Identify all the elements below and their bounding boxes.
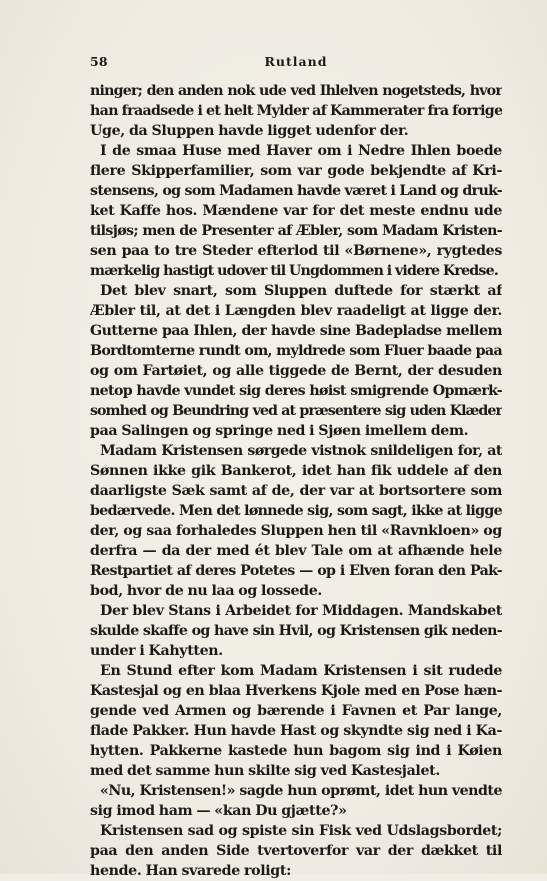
text-line: skulde skaffe og have sin Hvil, og Kristensen gik neden- xyxy=(90,623,502,639)
text-line: bedærvede. Men det lønnede sig, som sagt, ikke at ligge xyxy=(90,503,502,519)
text-line: flade Pakker. Hun havde Hast og skyndte sig ned i Ka- xyxy=(90,723,502,739)
text-line: Der blev Stans i Arbeidet for Middagen. Mandskabet xyxy=(100,603,502,619)
page-number: 58 xyxy=(90,54,108,69)
text-line: ket Kaffe hos. Mændene var for det meste endnu ude xyxy=(90,203,502,219)
text-line: netop havde vundet sig deres høist smigrende Opmærk- xyxy=(90,383,502,399)
text-line: I de smaa Huse med Haver om i Nedre Ihlen boede xyxy=(100,143,502,159)
text-line: En Stund efter kom Madam Kristensen i sit rudede xyxy=(100,663,502,679)
page-header xyxy=(90,54,502,70)
text-line: Gutterne paa Ihlen, der havde sine Badepladse mellem xyxy=(90,323,502,339)
text-line: daarligste Sæk samt af de, der var at bortsortere som xyxy=(90,483,502,499)
text-line: hytten. Pakkerne kastede hun bagom sig ind i Køien xyxy=(90,743,502,759)
text-line: ninger; den anden nok ude ved Ihlelven nogetsteds, hvor xyxy=(90,83,502,99)
text-line: flere Skipperfamilier, som var gode bekjendte af Kri- xyxy=(90,163,502,179)
body-text xyxy=(90,81,502,881)
text-line: gende ved Armen og bærende i Favnen et Par lange, xyxy=(90,703,502,719)
text-line: under i Kahytten. xyxy=(90,643,223,659)
text-line: han fraadsede i et helt Mylder af Kammerater fra forrige xyxy=(90,103,502,119)
text-line: tilsjøs; men de Presenter af Æbler, som Madam Kristen- xyxy=(90,223,502,239)
text-line: Bordtomterne rundt om, myldrede som Fluer baade paa xyxy=(90,343,502,359)
text-line: Det blev snart, som Sluppen duftede for stærkt af xyxy=(100,283,502,299)
text-line: paa Salingen og springe ned i Sjøen imellem dem. xyxy=(90,423,469,439)
text-line: somhed og Beundring ved at præsentere sig uden Klæder xyxy=(90,403,502,419)
text-line: Restpartiet af deres Potetes — op i Elven foran den Pak- xyxy=(90,563,502,579)
text-line: der, og saa forhaledes Sluppen hen til «Ravnkloen» og xyxy=(90,523,502,539)
text-line: Æbler til, at det i Længden blev raadeligt at ligge der. xyxy=(90,303,502,319)
text-line: stensens, og som Madamen havde været i Land og druk- xyxy=(90,183,502,199)
text-line: Madam Kristensen sørgede vistnok snildeligen for, at xyxy=(100,443,502,459)
text-line: Sønnen ikke gik Bankerot, idet han fik uddele af den xyxy=(90,463,502,479)
text-line: «Nu, Kristensen!» sagde hun oprømt, idet hun vendte xyxy=(100,783,502,799)
text-line: og om Fartøiet, og alle tiggede de Bernt, der desuden xyxy=(90,363,502,379)
text-line: Uge, da Sluppen havde ligget udenfor der. xyxy=(90,123,409,139)
text-line: med det samme hun skilte sig ved Kastesjalet. xyxy=(90,763,440,779)
text-line: bod, hvor de nu laa og lossede. xyxy=(90,583,322,599)
running-title: Rutland xyxy=(264,54,328,69)
text-line: mærkelig hastigt udover til Ungdommen i videre Kredse. xyxy=(90,263,498,279)
text-line: hende. Han svarede roligt: xyxy=(90,863,291,879)
text-line: sig imod ham — «kan Du gjætte?» xyxy=(90,803,347,819)
text-line: paa den anden Side tvertoverfor var der dækket til xyxy=(90,843,502,859)
text-line: Kristensen sad og spiste sin Fisk ved Udslagsbordet; xyxy=(100,823,502,839)
text-line: sen paa to tre Steder efterlod til «Børnene», rygtedes xyxy=(90,243,502,259)
text-line: Kastesjal og en blaa Hverkens Kjole med en Pose hæn- xyxy=(90,683,502,699)
text-line: derfra — da der med ét blev Tale om at afhænde hele xyxy=(90,543,502,559)
